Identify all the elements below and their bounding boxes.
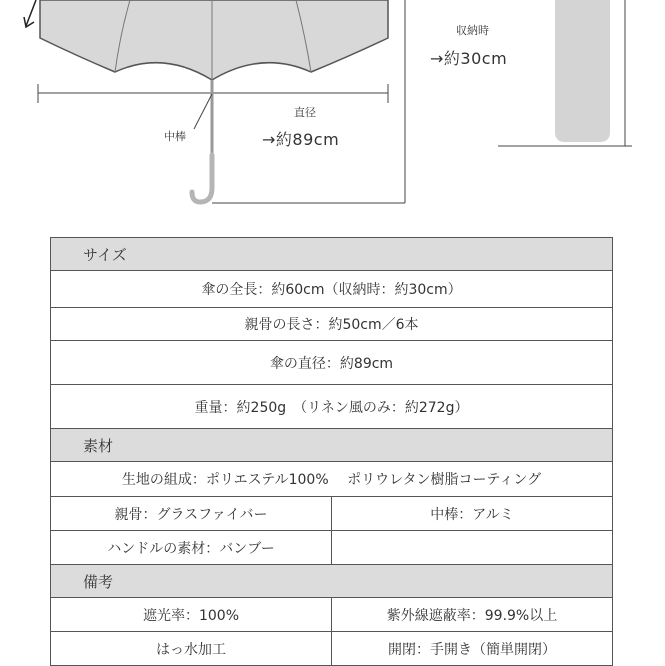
table-row (51, 341, 613, 385)
section-header-row (51, 429, 613, 462)
fabric-cell: 生地の組成：ポリエステル100% ポリウレタン樹脂コーティング (51, 462, 613, 497)
table-row (51, 462, 613, 497)
shaft-label: 中棒 (164, 130, 186, 143)
folded-umbrella-icon (555, 0, 610, 142)
shading-rate-cell: 遮光率：100% (51, 598, 332, 632)
storage-length: →約30cm (430, 49, 508, 68)
umbrella-illustration (0, 0, 665, 232)
size-header: サイズ (51, 238, 613, 271)
material-header: 素材 (51, 429, 613, 462)
length-arrow-icon (24, 0, 36, 27)
rib-length-cell: 親骨の長さ：約50cm／6本 (51, 308, 613, 341)
shaft-material-cell: 中棒：アルミ (332, 497, 613, 531)
table-row (51, 497, 613, 531)
diameter-cell: 傘の直径：約89cm (51, 341, 613, 385)
table-row (51, 598, 613, 632)
table-row (51, 385, 613, 429)
storage-title: 収納時 (456, 24, 489, 37)
umbrella-handle-icon (192, 155, 212, 202)
table-row (51, 531, 613, 565)
umbrella-diagram (0, 0, 665, 232)
diameter-value: →約89cm (262, 130, 340, 149)
weight-cell: 重量：約250g （リネン風のみ：約272g） (51, 385, 613, 429)
section-header-row (51, 565, 613, 598)
table-row (51, 632, 613, 666)
table-row (51, 308, 613, 341)
uv-rate-cell: 紫外線遮蔽率：99.9%以上 (332, 598, 613, 632)
umbrella-canopy-icon (40, 0, 388, 80)
notes-header: 備考 (51, 565, 613, 598)
empty-cell (332, 531, 613, 565)
section-header-row (51, 238, 613, 271)
rib-material-cell: 親骨：グラスファイバー (51, 497, 332, 531)
table-row (51, 271, 613, 308)
water-repellent-cell: はっ水加工 (51, 632, 332, 666)
handle-material-cell: ハンドルの素材：バンブー (51, 531, 332, 565)
diameter-title: 直径 (294, 106, 316, 119)
total-length-cell: 傘の全長：約60cm（収納時：約30cm） (51, 271, 613, 308)
open-close-cell: 開閉：手開き（簡単開閉） (332, 632, 613, 666)
spec-table (50, 237, 613, 666)
